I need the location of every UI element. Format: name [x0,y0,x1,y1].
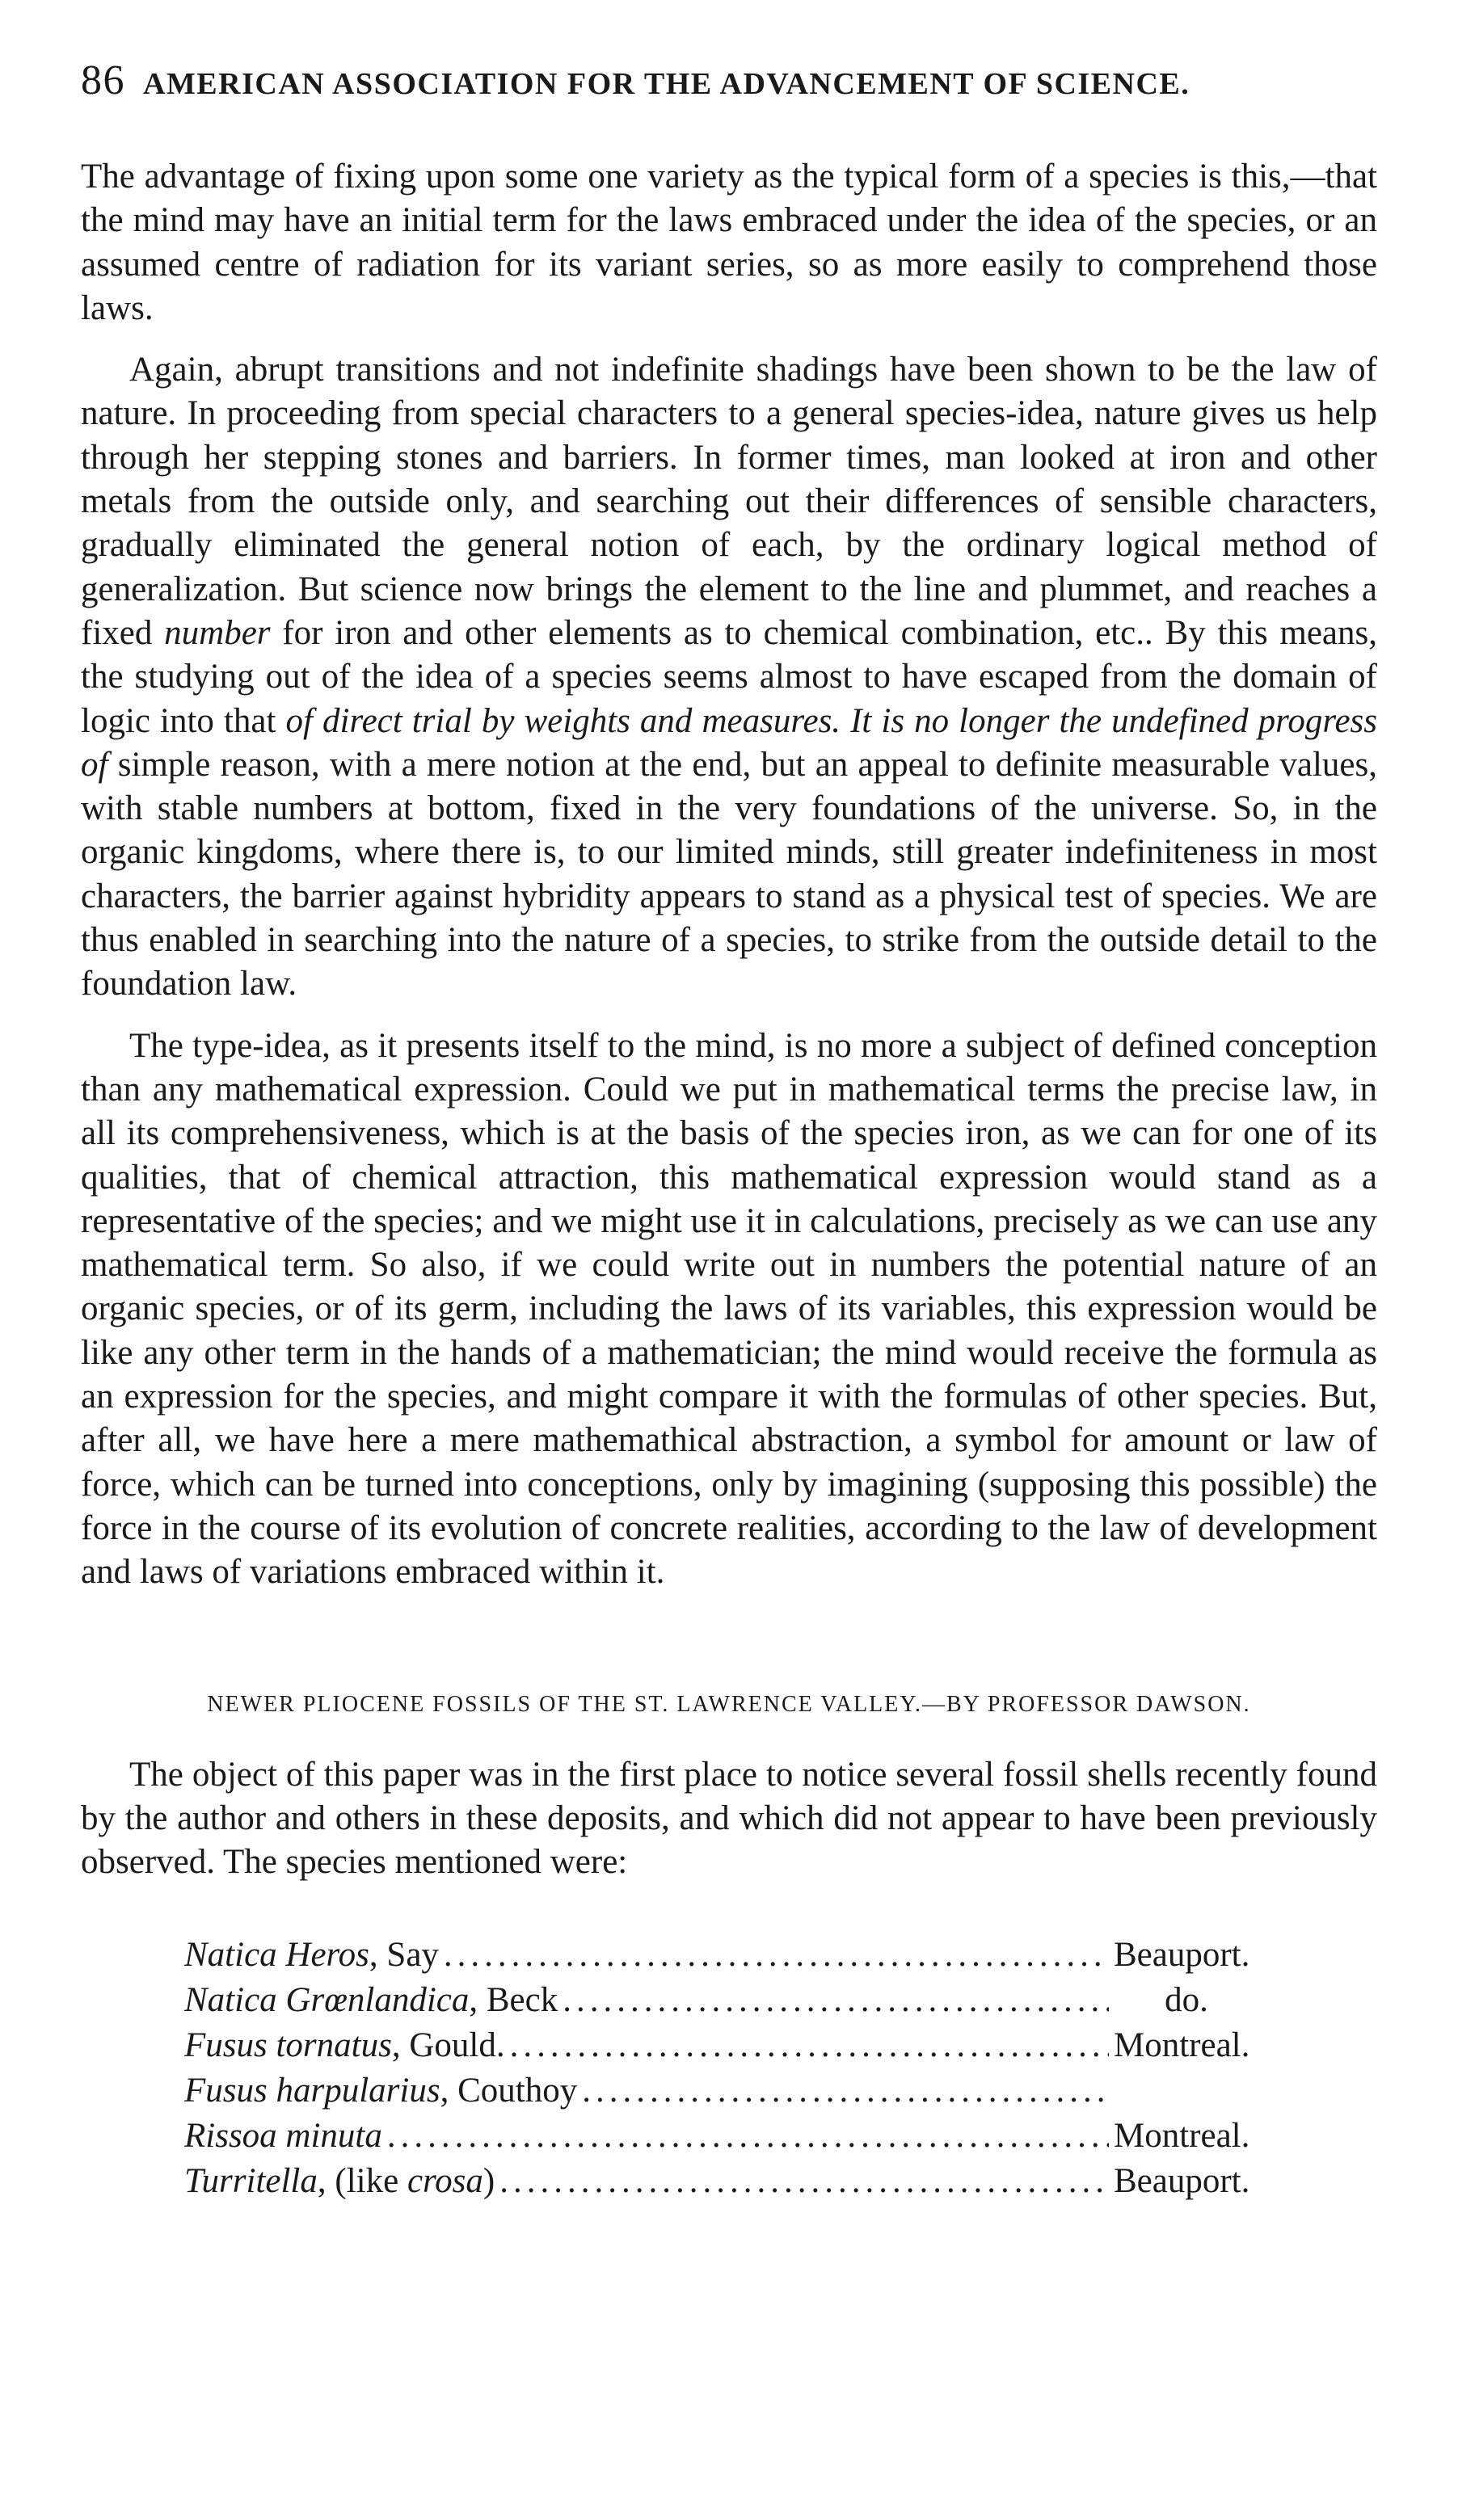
species-name [184,1933,439,1978]
section-intro: The object of this paper was in the first place to notice several fossil shells recently found by the author and others in these deposits, and which did not appear to have been previously observed. The species mentioned were: [81,1755,1377,1882]
paragraph-2-part-a: Again, abrupt transitions and not indefinite shadings have been shown to be the law of nature. In proceeding from special characters to a general species-idea, nature gives us help through her stepping stones and barriers. In former times, man looked at iron and other metals from the outside only, and searching out their differences of sensible characters, gradually eliminated the general notion of each, by the ordinary logical method of generalization. But science now brings the element to the line and plummet, and reaches a fixed [81,351,1377,652]
species-list [184,1933,1259,2204]
species-locality: do. [1165,1981,1208,2020]
species-locality: Beauport. [1114,1936,1250,1975]
dot-leader [387,2114,1109,2159]
paragraph-2 [81,348,1377,1006]
species-row [184,1978,1259,2023]
species-locality: Montreal. [1114,2117,1250,2156]
dot-leader [444,1933,1109,1978]
species-author: , Say [369,1936,439,1975]
dot-leader [582,2068,1109,2114]
page [81,57,1377,2217]
paragraph-3: The type-idea, as it presents itself to the mind, is no more a subject of defined conception than any mathematical expression. Could we put in mathematical terms the precise law, in all its comprehensiveness, which is at the basis of the species iron, as we can for one of its qualities, that of chemical attraction, this mathematical expression would stand as a representative of the species; and we might use it in calculations, precisely as we can use any mathematical term. So also, if we could write out in numbers the potential nature of an organic species, or of its germ, including the laws of its variables, this expression would be like any other term in the hands of a mathematician; the mind would receive the formula as an expression for the species, and might compare it with the formulas of other species. But, after all, we have here a mere mathemathical abstraction, a symbol for amount or law of force, which can be turned into conceptions, only by imagining (supposing this possible) the force in the course of its evolution of concrete realities, according to the law of development and laws of variations embraced within it. [81,1026,1377,1592]
paragraph-2-emphasis-trial: of direct trial by weights and measures. It is no longer the undefined progress of [81,701,1378,784]
section-heading: NEWER PLIOCENE FOSSILS OF THE ST. LAWRENCE VALLEY.—BY PROFESSOR DAWSON. [207,1691,1251,1717]
dot-leader [563,1978,1109,2023]
species-latin: Fusus tornatus [184,2026,392,2065]
species-latin: Rissoa minuta [184,2117,382,2156]
paragraph-2-emphasis-number: number [164,613,271,652]
species-name [184,2159,495,2204]
species-latin: Natica Heros [184,1936,369,1975]
species-name [184,1978,558,2023]
species-author-tail: ) [482,2162,495,2201]
body-text [81,155,1377,1595]
paragraph-1: The advantage of fixing upon some one variety as the typical form of a species is this,—that the mind may have an initial term for the laws embraced under the idea of the species, or an assumed centre of radiation for its variant series, so as more easily to comprehend those laws. [81,158,1377,327]
species-author: , (like [317,2162,407,2201]
species-author: , Couthoy [440,2072,578,2110]
species-row [184,2068,1259,2114]
species-row [184,2114,1259,2159]
dot-leader [510,2023,1109,2068]
species-row [184,1933,1259,1978]
running-title: AMERICAN ASSOCIATION FOR THE ADVANCEMENT OF SCIENCE. [143,67,1190,101]
species-latin: Turritella [184,2162,318,2201]
species-locality: Beauport. [1114,2162,1250,2201]
running-head [81,57,1377,113]
species-row [184,2159,1259,2204]
species-author-italic: crosa [407,2162,483,2201]
page-number: 86 [81,57,125,103]
paragraph-2-part-e: simple reason, with a mere notion at the end, but an appeal to definite measurable values, with stable numbers at bottom, fixed in the very foundations of the universe. So, in the organic kingdoms, where there is, to our limited minds, still greater indefiniteness in most characters, the barrier against hybridity appears to stand as a physical test of species. We are thus enabled in searching into the nature of a species, to strike from the outside detail to the foundation law. [81,745,1377,1003]
species-name [184,2023,505,2068]
species-locality: Montreal. [1114,2026,1250,2065]
paragraph-2-part-c: for iron and other elements as to chemical combination, etc.. By this means, the studying out of the idea of a species seems almost to have escaped from the domain of logic into that [81,613,1377,740]
species-name [184,2068,577,2114]
species-author: , Gould. [391,2026,505,2065]
species-author: , Beck [469,1981,558,2020]
species-latin: Fusus harpularius [184,2072,440,2110]
species-name [184,2114,382,2159]
species-row [184,2023,1259,2068]
dot-leader [499,2159,1109,2204]
species-latin: Natica Grœnlandica [184,1981,470,2020]
